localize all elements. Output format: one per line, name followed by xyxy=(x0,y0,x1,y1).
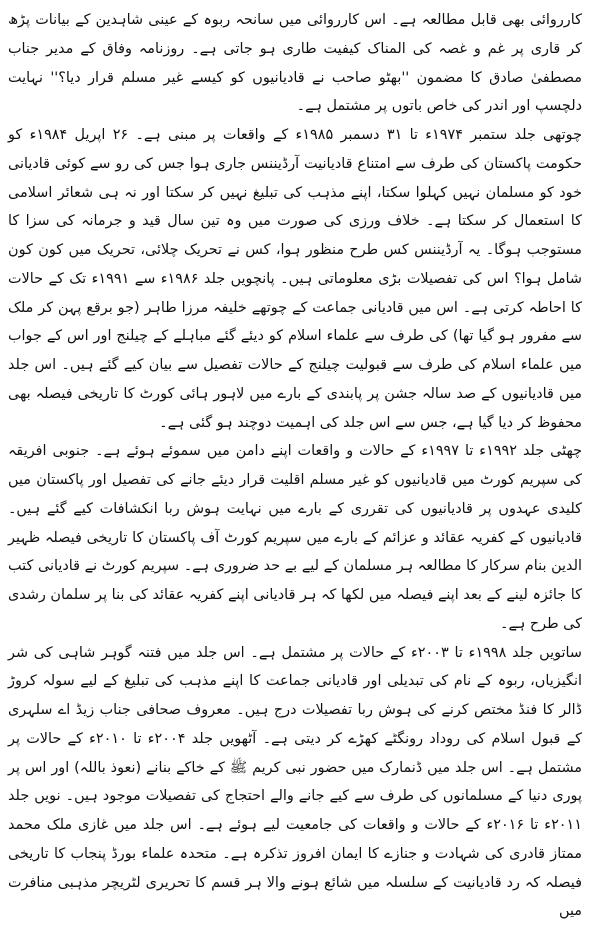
paragraph-4: ساتویں جلد ۱۹۹۸ء تا ۲۰۰۳ء کے حالات پر مشتمل ہے۔ اس جلد میں فتنہ گوہر شاہی کی شر انگیزیاں، ربوہ کے نام کی تبدیلی اور قادیانی جماعت کا اپنے مذہب کی تبلیغ کے لیے سولہ کروڑ ڈالر کا فنڈ مختص کرنے کی ہوش ربا تفصیلات درج ہیں۔ معروف صحافی جناب زیڈ اے سلہری کے قبول اسلام کی روداد رونگٹے کھڑے کر دیتی ہے۔ آٹھویں جلد ۲۰۰۴ء تا ۲۰۱۰ء کے حالات پر مشتمل ہے۔ اس جلد میں ڈنمارک میں حضور نبی کریم ﷺ کے خاکے بنانے (نعوذ باللہ) اور اس پر پوری دنیا کے مسلمانوں کی طرف سے کیے جانے والے احتجاج کی تفصیلات موجود ہیں۔ نویں جلد ۲۰۱۱ء تا ۲۰۱۶ء کے حالات و واقعات کی جامعیت لیے ہوئے ہے۔ اس جلد میں غازی ملک محمد ممتاز قادری کی شہادت و جنازے کا ایمان افروز تذکرہ ہے۔ متحدہ علماء بورڈ پنجاب کا تاریخی فیصلہ کہ رد قادیانیت کے سلسلہ میں شائع ہونے والا ہر قسم کا تحریری لٹریچر مذہبی منافرت میں xyxy=(8,639,582,926)
paragraph-3: چھٹی جلد ۱۹۹۲ء تا ۱۹۹۷ء کے حالات و واقعات اپنے دامن میں سموئے ہوئے ہے۔ جنوبی افریقہ کی سپریم کورٹ میں قادیانیوں کو غیر مسلم اقلیت قرار دیئے جانے کی تفصیل اور پاکستان میں کلیدی عہدوں پر قادیانیوں کی تقرری کے بارے میں نہایت ہوش ربا انکشافات کیے گئے ہیں۔ قادیانیوں کے کفریہ عقائد و عزائم کے بارے میں سپریم کورٹ آف پاکستان کا تاریخی فیصلہ ظہیر الدین بنام سرکار کا مطالعہ ہر مسلمان کے لیے بے حد ضروری ہے۔ سپریم کورٹ نے قادیانی کتب کا جائزہ لینے کے بعد اپنے فیصلہ میں لکھا کہ ہر قادیانی اپنے کفریہ عقائد کی بنا پر سلمان رشدی کی طرح ہے۔ xyxy=(8,437,582,638)
paragraph-2: چوتھی جلد ستمبر ۱۹۷۴ء تا ۳۱ دسمبر ۱۹۸۵ء کے واقعات پر مبنی ہے۔ ۲۶ اپریل ۱۹۸۴ء کو حکومت پاکستان کی طرف سے امتناع قادیانیت آرڈیننس جاری ہوا جس کی رو سے کوئی قادیانی خود کو مسلمان نہیں کہلوا سکتا، اپنے مذہب کی تبلیغ نہیں کر سکتا اور نہ ہی شعائر اسلامی کا استعمال کر سکتا ہے۔ خلاف ورزی کی صورت میں وہ تین سال قید و جرمانہ کی سزا کا مستوجب ہوگا۔ یہ آرڈیننس کس طرح منظور ہوا، کس نے تحریک چلائی، تحریک میں کون کون شامل ہوا؟ اس کی تفصیلات بڑی معلوماتی ہیں۔ پانچویں جلد ۱۹۸۶ء سے ۱۹۹۱ء تک کے حالات کا احاطہ کرتی ہے۔ اس میں قادیانی جماعت کے چوتھے خلیفہ مرزا طاہر (جو برقع پہن کر ملک سے مفرور ہو گیا تھا) کی طرف سے علماء اسلام کو دیئے گئے مباہلے کے چیلنج اور اس کے جواب میں علماء اسلام کی طرف سے قبولیت چیلنج کے حالات تفصیل سے بیان کیے گئے ہیں۔ اس جلد میں قادیانیوں کے صد سالہ جشن پر پابندی کے بارے میں لاہور ہائی کورٹ کا تاریخی فیصلہ بھی محفوظ کر دیا گیا ہے، جس سے اس جلد کی اہمیت دوچند ہو گئی ہے۔ xyxy=(8,121,582,437)
paragraph-1: کارروائی بھی قابل مطالعہ ہے۔ اس کارروائی میں سانحہ ربوہ کے عینی شاہدین کے بیانات پڑھ کر قاری پر غم و غصہ کی المناک کیفیت طاری ہو جاتی ہے۔ روزنامہ وفاق کے مدیر جناب مصطفیٰ صادق کا مضمون ''بھٹو صاحب نے قادیانیوں کو کیسے غیر مسلم قرار دیا؟'' نہایت دلچسپ اور اندر کی خاص باتوں پر مشتمل ہے۔ xyxy=(8,6,582,121)
